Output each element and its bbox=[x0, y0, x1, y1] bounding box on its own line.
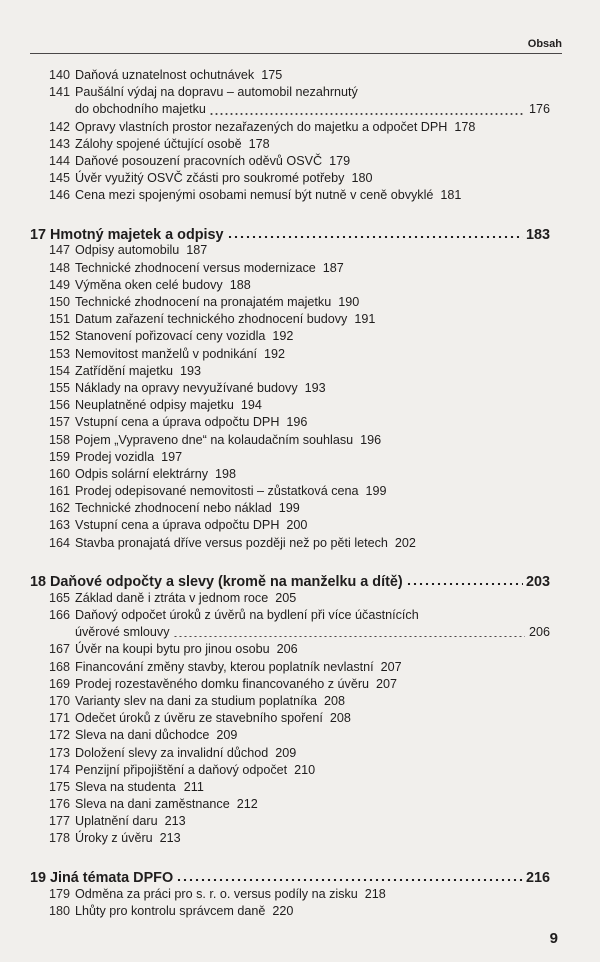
entry-body bbox=[75, 153, 550, 170]
entry-number: 151 bbox=[48, 312, 70, 327]
entry-page: 200 bbox=[286, 518, 308, 533]
toc-entry[interactable] bbox=[30, 414, 550, 431]
entry-number: 161 bbox=[48, 484, 70, 499]
entry-body bbox=[75, 483, 550, 500]
toc-entry[interactable] bbox=[30, 260, 550, 277]
toc-entry[interactable] bbox=[30, 500, 550, 517]
entry-page: 198 bbox=[214, 466, 236, 481]
entry-title: Zálohy spojené účtující osobě bbox=[75, 136, 242, 151]
toc-entry[interactable] bbox=[30, 328, 550, 345]
entry-title: Základ daně i ztráta v jednom roce bbox=[75, 590, 269, 605]
entry-line bbox=[75, 710, 351, 727]
toc-entry[interactable] bbox=[30, 693, 550, 710]
toc-entry[interactable] bbox=[30, 659, 550, 676]
entry-title: Zatřídění majetku bbox=[75, 363, 173, 378]
entry-body bbox=[75, 676, 550, 693]
toc-entry[interactable] bbox=[30, 170, 550, 187]
entry-body bbox=[75, 693, 550, 710]
entry-title: Daňový odpočet úroků z úvěrů na bydlení při více účastnících bbox=[75, 608, 419, 623]
entry-body bbox=[75, 311, 550, 328]
entry-line bbox=[75, 414, 307, 431]
entry-page: 188 bbox=[229, 277, 251, 292]
entry-line bbox=[75, 380, 326, 397]
entry-number: 140 bbox=[48, 67, 70, 82]
entry-title: Sleva na studenta bbox=[75, 779, 176, 794]
entry-line bbox=[75, 449, 182, 466]
entry-page: 192 bbox=[272, 329, 294, 344]
entry-title: Technické zhodnocení nebo náklad bbox=[75, 501, 272, 516]
entry-number: 144 bbox=[48, 153, 70, 168]
chapter-page: 203 bbox=[525, 573, 550, 590]
entry-number: 165 bbox=[48, 590, 70, 605]
entry-page: 220 bbox=[272, 903, 294, 918]
toc-entry[interactable] bbox=[30, 346, 550, 363]
toc-entry[interactable] bbox=[30, 607, 550, 641]
entry-line bbox=[75, 363, 201, 380]
entry-number: 170 bbox=[48, 693, 70, 708]
dot-leader bbox=[209, 113, 525, 115]
entry-page: 209 bbox=[216, 728, 238, 743]
entry-body bbox=[75, 397, 550, 414]
entry-page: 207 bbox=[376, 676, 398, 691]
chapter-title: 17 Hmotný majetek a odpisy bbox=[30, 226, 224, 243]
entry-body bbox=[75, 346, 550, 363]
toc-entry[interactable] bbox=[30, 449, 550, 466]
entry-title: Úvěr využitý OSVČ zčásti pro soukromé potřeby bbox=[75, 171, 345, 186]
entry-line bbox=[75, 397, 262, 414]
entry-title: Daňová uznatelnost ochutnávek bbox=[75, 67, 255, 82]
entry-title: Datum zařazení technického zhodnocení budovy bbox=[75, 312, 348, 327]
entry-page: 181 bbox=[440, 188, 462, 203]
toc-entry[interactable] bbox=[30, 641, 550, 658]
dot-leader bbox=[176, 879, 523, 881]
entry-page: 208 bbox=[323, 693, 345, 708]
entry-line bbox=[75, 831, 181, 848]
entry-line bbox=[75, 153, 350, 170]
entry-line bbox=[75, 607, 550, 624]
chapter-heading[interactable] bbox=[30, 570, 550, 590]
entry-body bbox=[75, 886, 550, 903]
section-gap bbox=[30, 552, 550, 570]
entry-number: 173 bbox=[48, 745, 70, 760]
toc-entry[interactable] bbox=[30, 380, 550, 397]
entry-line bbox=[75, 311, 375, 328]
entry-line bbox=[75, 119, 475, 136]
entry-line bbox=[75, 187, 461, 204]
entry-title: Úroky z úvěru bbox=[75, 831, 153, 846]
toc-entry[interactable] bbox=[30, 67, 550, 84]
toc-entry[interactable] bbox=[30, 762, 550, 779]
entry-line bbox=[75, 277, 251, 294]
entry-title: Výměna oken celé budovy bbox=[75, 277, 223, 292]
dot-leader bbox=[406, 583, 523, 585]
entry-body bbox=[75, 762, 550, 779]
entry-page: 178 bbox=[454, 119, 476, 134]
entry-page: 187 bbox=[186, 243, 208, 258]
entry-line bbox=[75, 796, 258, 813]
toc-entry[interactable] bbox=[30, 903, 550, 920]
entry-number: 143 bbox=[48, 136, 70, 151]
toc-entry[interactable] bbox=[30, 277, 550, 294]
toc-entry[interactable] bbox=[30, 153, 550, 170]
entry-page: 211 bbox=[183, 779, 204, 794]
entry-number: 154 bbox=[48, 363, 70, 378]
entry-body bbox=[75, 277, 550, 294]
toc-entry[interactable] bbox=[30, 779, 550, 796]
entry-number: 179 bbox=[48, 886, 70, 901]
entry-line bbox=[75, 136, 270, 153]
entry-number: 164 bbox=[48, 535, 70, 550]
entry-line bbox=[75, 535, 416, 552]
toc-entry[interactable] bbox=[30, 363, 550, 380]
entry-body bbox=[75, 518, 550, 535]
entry-line bbox=[75, 243, 207, 260]
entry-page: 178 bbox=[248, 136, 270, 151]
toc-entry[interactable] bbox=[30, 813, 550, 830]
entry-line bbox=[75, 328, 293, 345]
entry-number: 157 bbox=[48, 415, 70, 430]
entry-page: 209 bbox=[275, 745, 297, 760]
entry-page: 202 bbox=[394, 535, 416, 550]
entry-number: 178 bbox=[48, 831, 70, 846]
entry-page: 212 bbox=[236, 797, 258, 812]
entry-line bbox=[75, 693, 345, 710]
entry-number: 180 bbox=[48, 903, 70, 918]
entry-number: 155 bbox=[48, 380, 70, 395]
entry-number: 168 bbox=[48, 659, 70, 674]
toc-entry[interactable] bbox=[30, 676, 550, 693]
entry-line bbox=[75, 886, 386, 903]
entry-body bbox=[75, 294, 550, 311]
toc-entry[interactable] bbox=[30, 535, 550, 552]
entry-title: Vstupní cena a úprava odpočtu DPH bbox=[75, 415, 280, 430]
entry-title: Nemovitost manželů v podnikání bbox=[75, 346, 258, 361]
entry-page: 196 bbox=[360, 432, 382, 447]
entry-title: Prodej rozestavěného domku financovaného z úvěru bbox=[75, 676, 370, 691]
entry-body bbox=[75, 813, 550, 830]
entry-page: 199 bbox=[278, 501, 300, 516]
toc-entry[interactable] bbox=[30, 886, 550, 903]
chapter-heading[interactable] bbox=[30, 866, 550, 886]
entry-title: Stavba pronajatá dříve versus později než po pěti letech bbox=[75, 535, 388, 550]
entry-title: Sleva na dani zaměstnance bbox=[75, 797, 230, 812]
entry-title: Paušální výdaj na dopravu – automobil nezahrnutý bbox=[75, 85, 358, 100]
toc-entry[interactable] bbox=[30, 483, 550, 500]
entry-body bbox=[75, 590, 550, 607]
entry-number: 141 bbox=[48, 85, 70, 100]
entry-line bbox=[75, 346, 285, 363]
entry-body bbox=[75, 84, 550, 118]
entry-number: 150 bbox=[48, 295, 70, 310]
entry-number: 176 bbox=[48, 797, 70, 812]
entry-number: 177 bbox=[48, 814, 70, 829]
entry-title: Daňové posouzení pracovních oděvů OSVČ bbox=[75, 153, 323, 168]
entry-number: 152 bbox=[48, 329, 70, 344]
entry-title: Pojem „Vypraveno dne“ na kolaudačním souhlasu bbox=[75, 432, 354, 447]
entry-title: Cena mezi spojenými osobami nemusí být nutně v ceně obvyklé bbox=[75, 188, 434, 203]
entry-body bbox=[75, 449, 550, 466]
entry-line bbox=[75, 641, 298, 658]
entry-number: 169 bbox=[48, 676, 70, 691]
entry-page: 207 bbox=[380, 659, 402, 674]
entry-page: 187 bbox=[322, 260, 344, 275]
entry-body bbox=[75, 187, 550, 204]
entry-number: 172 bbox=[48, 728, 70, 743]
header-rule bbox=[30, 53, 562, 54]
entry-title: Stanovení pořizovací ceny vozidla bbox=[75, 329, 266, 344]
toc-entry[interactable] bbox=[30, 119, 550, 136]
entry-line bbox=[75, 466, 236, 483]
entry-title: Odečet úroků z úvěru ze stavebního spoření bbox=[75, 711, 323, 726]
toc-entry[interactable] bbox=[30, 831, 550, 848]
entry-line bbox=[75, 67, 282, 84]
entry-page: 197 bbox=[161, 449, 183, 464]
entry-body bbox=[75, 170, 550, 187]
entry-number: 149 bbox=[48, 277, 70, 292]
entry-number: 147 bbox=[48, 243, 70, 258]
entry-line bbox=[75, 903, 293, 920]
entry-page: 213 bbox=[164, 814, 186, 829]
entry-title: Technické zhodnocení versus modernizace bbox=[75, 260, 316, 275]
chapter-page: 216 bbox=[525, 869, 550, 886]
entry-number: 156 bbox=[48, 398, 70, 413]
entry-line bbox=[75, 84, 550, 101]
entry-body bbox=[75, 260, 550, 277]
entry-title: Neuplatněné odpisy majetku bbox=[75, 398, 234, 413]
entry-line bbox=[75, 659, 402, 676]
entry-page: 179 bbox=[329, 153, 351, 168]
page-number: 9 bbox=[549, 930, 558, 947]
entry-page: 206 bbox=[528, 625, 550, 640]
entry-page: 190 bbox=[338, 295, 360, 310]
toc-entry[interactable] bbox=[30, 710, 550, 727]
toc-entry[interactable] bbox=[30, 432, 550, 449]
running-header bbox=[30, 38, 562, 54]
entry-body bbox=[75, 607, 550, 641]
entry-number: 167 bbox=[48, 642, 70, 657]
entry-number: 163 bbox=[48, 518, 70, 533]
entry-body bbox=[75, 779, 550, 796]
entry-body bbox=[75, 903, 550, 920]
entry-body bbox=[75, 67, 550, 84]
entry-page: 194 bbox=[240, 398, 262, 413]
entry-title: Doložení slevy za invalidní důchod bbox=[75, 745, 269, 760]
entry-title: Opravy vlastních prostor nezařazených do majetku a odpočet DPH bbox=[75, 119, 448, 134]
toc-entry[interactable] bbox=[30, 311, 550, 328]
entry-page: 176 bbox=[528, 102, 550, 117]
entry-body bbox=[75, 831, 550, 848]
entry-number: 160 bbox=[48, 466, 70, 481]
toc-entry[interactable] bbox=[30, 397, 550, 414]
dot-leader bbox=[227, 236, 523, 238]
entry-body bbox=[75, 119, 550, 136]
entry-number: 166 bbox=[48, 608, 70, 623]
entry-number: 174 bbox=[48, 762, 70, 777]
entry-line bbox=[75, 590, 296, 607]
entry-number: 175 bbox=[48, 779, 70, 794]
entry-number: 158 bbox=[48, 432, 70, 447]
entry-title: Prodej odepisované nemovitosti – zůstatková cena bbox=[75, 484, 359, 499]
entry-title: Odpis solární elektrárny bbox=[75, 466, 208, 481]
entry-number: 142 bbox=[48, 119, 70, 134]
entry-body bbox=[75, 328, 550, 345]
entry-page: 206 bbox=[276, 642, 298, 657]
entry-body bbox=[75, 243, 550, 260]
entry-page: 196 bbox=[286, 415, 308, 430]
entry-page: 218 bbox=[364, 886, 386, 901]
toc-entry[interactable] bbox=[30, 590, 550, 607]
entry-title: Odpisy automobilu bbox=[75, 243, 180, 258]
entry-title: Vstupní cena a úprava odpočtu DPH bbox=[75, 518, 280, 533]
dot-leader bbox=[173, 636, 526, 638]
entry-page: 205 bbox=[275, 590, 297, 605]
entry-line bbox=[75, 518, 307, 535]
entry-line bbox=[75, 101, 550, 118]
entry-page: 213 bbox=[159, 831, 181, 846]
entry-page: 192 bbox=[264, 346, 286, 361]
entry-title: Sleva na dani důchodce bbox=[75, 728, 210, 743]
entry-line bbox=[75, 762, 315, 779]
entry-page: 199 bbox=[365, 484, 387, 499]
entry-title: Financování změny stavby, kterou poplatník nevlastní bbox=[75, 659, 374, 674]
toc-entry[interactable] bbox=[30, 745, 550, 762]
entry-line bbox=[75, 500, 300, 517]
entry-number: 145 bbox=[48, 171, 70, 186]
chapter-page: 183 bbox=[525, 226, 550, 243]
entry-title: Varianty slev na dani za studium poplatníka bbox=[75, 693, 317, 708]
entry-title: Náklady na opravy nevyužívané budovy bbox=[75, 380, 298, 395]
entry-title: Lhůty pro kontrolu správcem daně bbox=[75, 903, 266, 918]
chapter-title: 18 Daňové odpočty a slevy (kromě na manželku a dítě) bbox=[30, 573, 403, 590]
toc-entry[interactable] bbox=[30, 727, 550, 744]
entry-number: 159 bbox=[48, 449, 70, 464]
entry-body bbox=[75, 500, 550, 517]
entry-page: 210 bbox=[294, 762, 316, 777]
entry-title: Prodej vozidla bbox=[75, 449, 155, 464]
entry-body bbox=[75, 745, 550, 762]
toc-entry[interactable] bbox=[30, 796, 550, 813]
toc-entry[interactable] bbox=[30, 187, 550, 204]
entry-title: Uplatnění daru bbox=[75, 814, 158, 829]
table-of-contents bbox=[30, 67, 550, 920]
entry-number: 146 bbox=[48, 188, 70, 203]
entry-page: 180 bbox=[351, 171, 373, 186]
entry-body bbox=[75, 535, 550, 552]
toc-entry[interactable] bbox=[30, 294, 550, 311]
toc-entry[interactable] bbox=[30, 136, 550, 153]
entry-body bbox=[75, 796, 550, 813]
entry-number: 148 bbox=[48, 260, 70, 275]
chapter-heading[interactable] bbox=[30, 223, 550, 243]
entry-title: Technické zhodnocení na pronajatém majetku bbox=[75, 295, 332, 310]
entry-line bbox=[75, 813, 186, 830]
entry-line bbox=[75, 779, 204, 796]
header-title: Obsah bbox=[527, 38, 562, 50]
entry-body bbox=[75, 414, 550, 431]
section-gap bbox=[30, 205, 550, 223]
entry-body bbox=[75, 380, 550, 397]
entry-number: 171 bbox=[48, 711, 70, 726]
entry-page: 193 bbox=[304, 380, 326, 395]
entry-body bbox=[75, 466, 550, 483]
entry-line bbox=[75, 432, 381, 449]
toc-entry[interactable] bbox=[30, 84, 550, 118]
toc-entry[interactable] bbox=[30, 243, 550, 260]
entry-page: 191 bbox=[354, 312, 376, 327]
entry-number: 162 bbox=[48, 501, 70, 516]
entry-body bbox=[75, 641, 550, 658]
entry-line bbox=[75, 170, 372, 187]
entry-title: Odměna za práci pro s. r. o. versus podíly na zisku bbox=[75, 886, 358, 901]
entry-title: Penzijní připojištění a daňový odpočet bbox=[75, 762, 288, 777]
entry-line bbox=[75, 676, 397, 693]
chapter-title: 19 Jiná témata DPFO bbox=[30, 869, 174, 886]
entry-line bbox=[75, 483, 387, 500]
entry-body bbox=[75, 659, 550, 676]
entry-body bbox=[75, 727, 550, 744]
entry-body bbox=[75, 432, 550, 449]
section-gap bbox=[30, 848, 550, 866]
entry-number: 153 bbox=[48, 346, 70, 361]
entry-title: úvěrové smlouvy bbox=[75, 625, 170, 640]
entry-line bbox=[75, 294, 359, 311]
entry-line bbox=[75, 624, 550, 641]
entry-body bbox=[75, 363, 550, 380]
toc-entry[interactable] bbox=[30, 518, 550, 535]
entry-line bbox=[75, 745, 296, 762]
entry-page: 208 bbox=[329, 711, 351, 726]
entry-line bbox=[75, 727, 237, 744]
entry-page: 193 bbox=[179, 363, 201, 378]
entry-title: do obchodního majetku bbox=[75, 102, 206, 117]
toc-entry[interactable] bbox=[30, 466, 550, 483]
entry-page: 175 bbox=[261, 67, 283, 82]
entry-line bbox=[75, 260, 344, 277]
entry-body bbox=[75, 136, 550, 153]
entry-title: Úvěr na koupi bytu pro jinou osobu bbox=[75, 642, 270, 657]
entry-body bbox=[75, 710, 550, 727]
